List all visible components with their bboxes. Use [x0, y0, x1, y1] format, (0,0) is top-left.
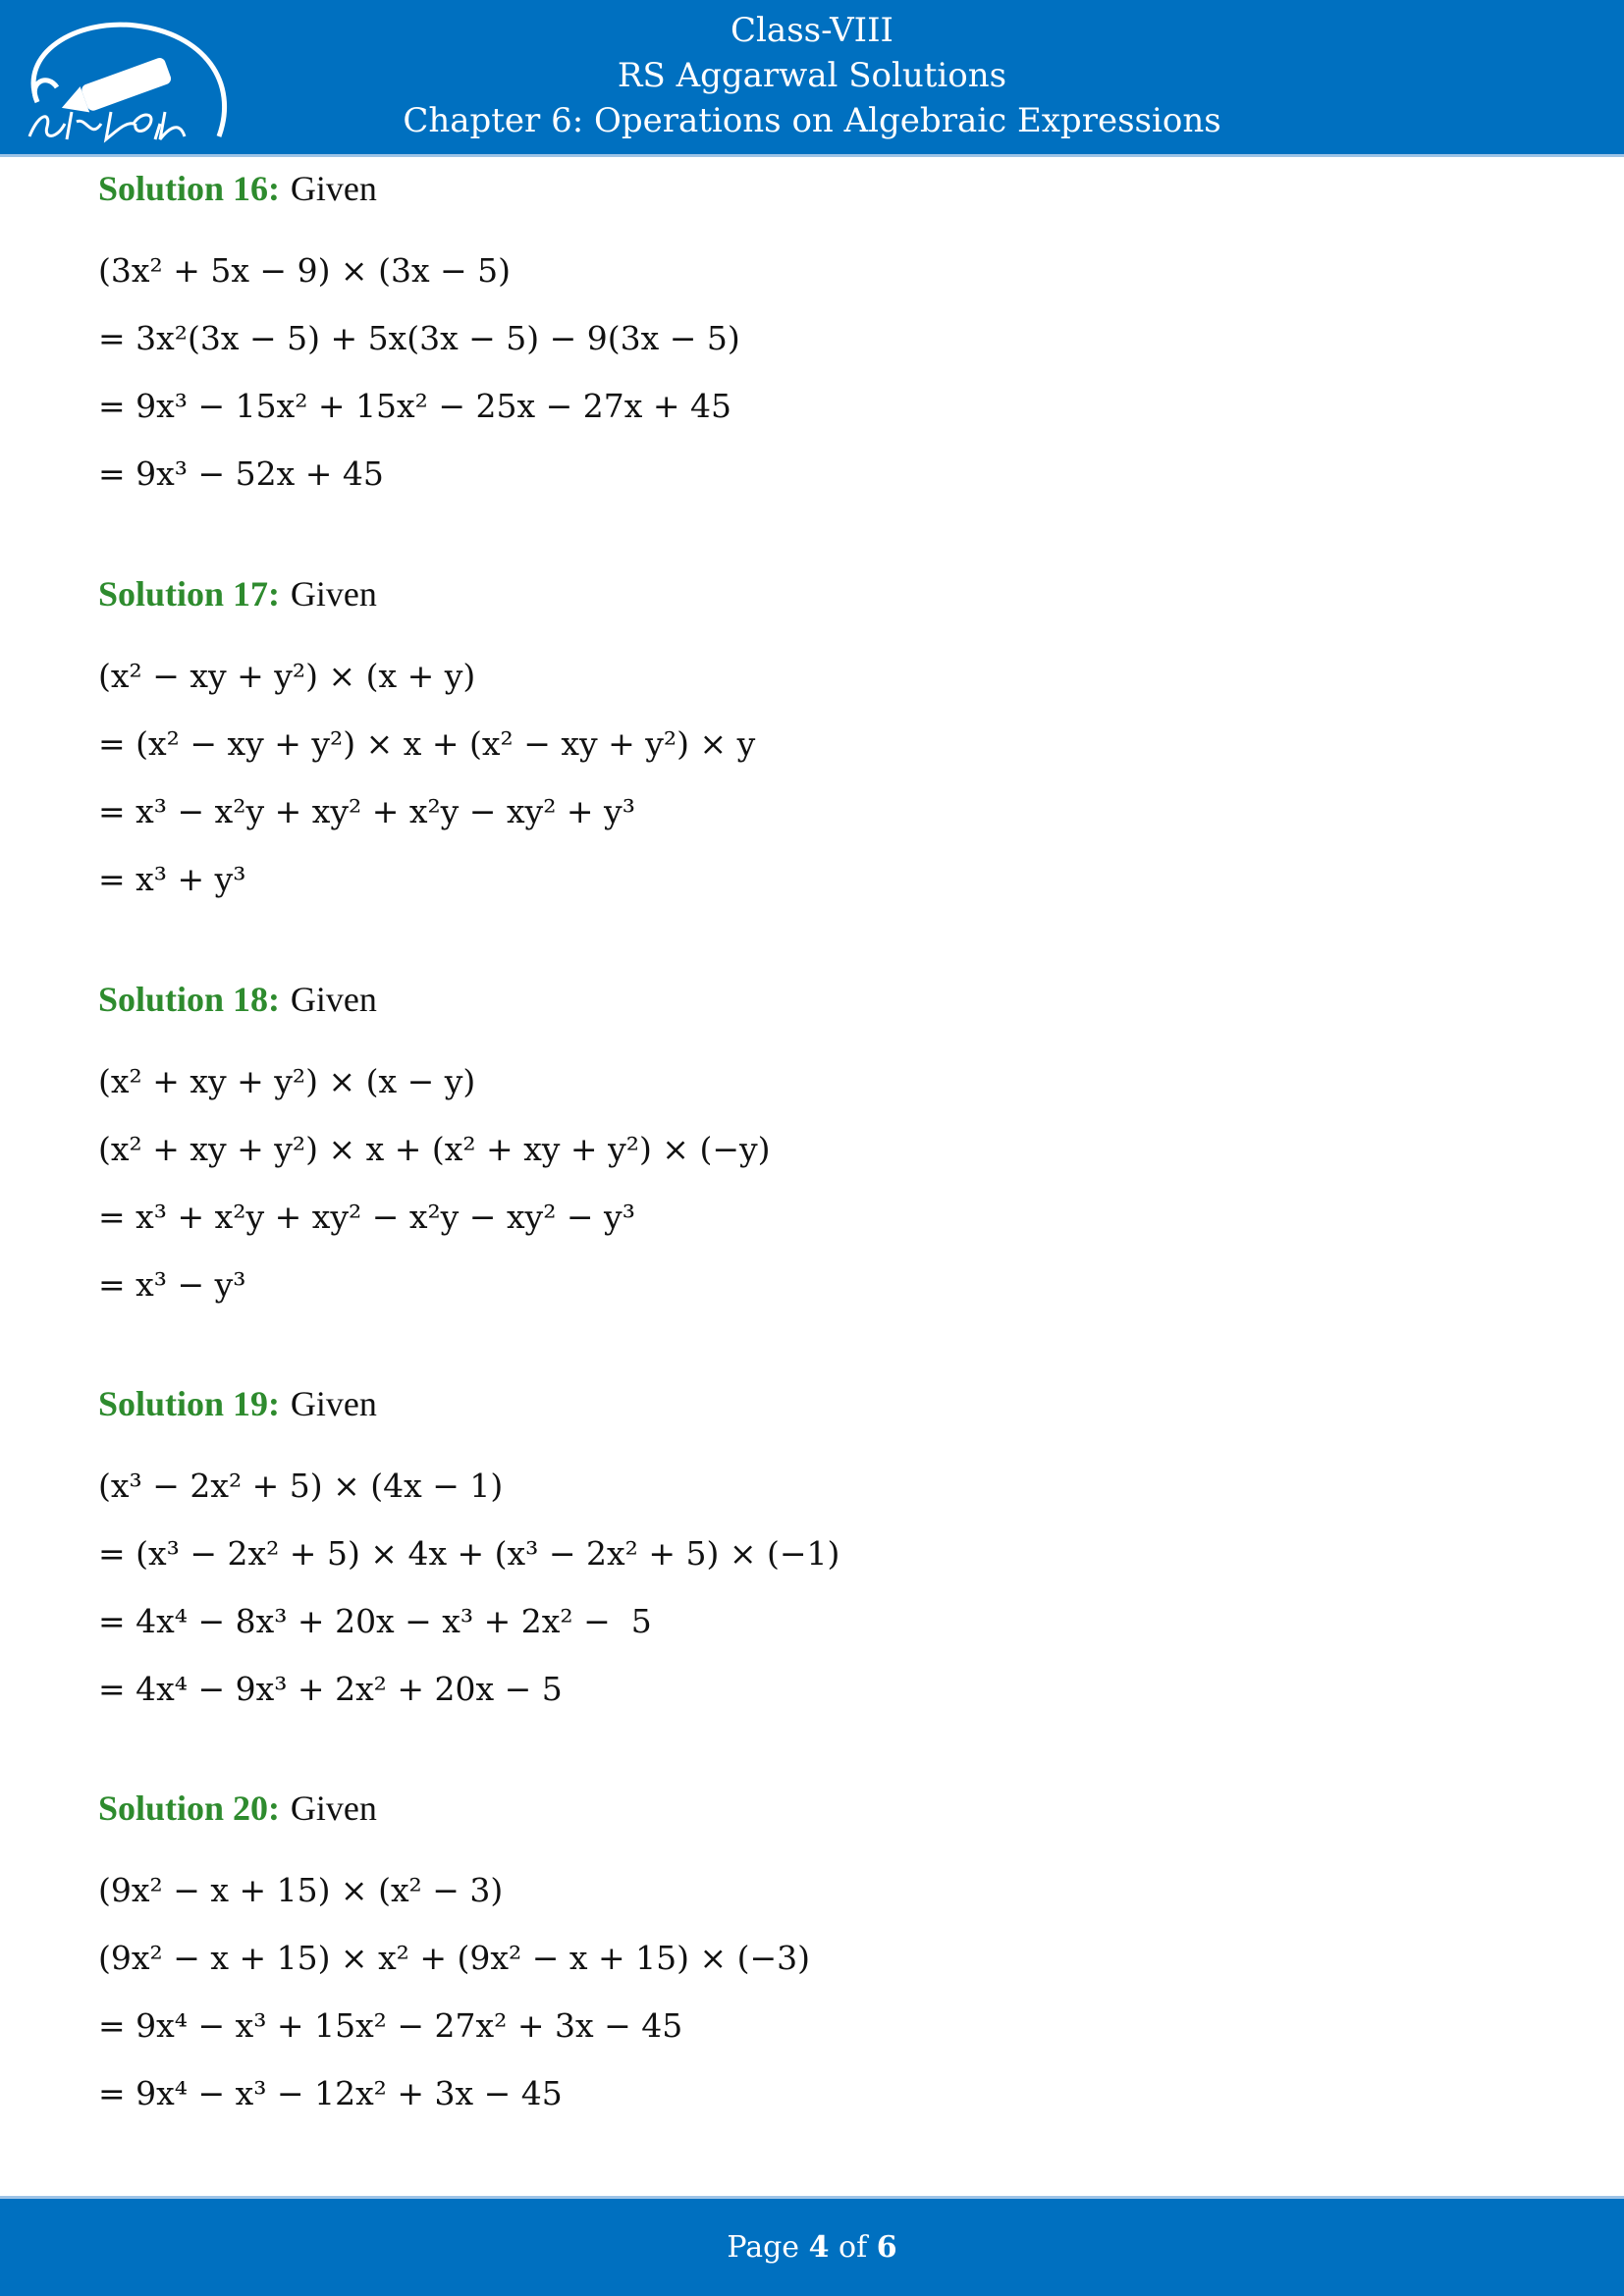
solution-given: Given [290, 980, 377, 1019]
solution-label: Solution 17: [98, 574, 281, 614]
math-line: = x³ + x²y + xy² − x²y − xy² − y³ [98, 1198, 635, 1236]
math-line: (9x² − x + 15) × x² + (9x² − x + 15) × (−3) [98, 1939, 811, 1977]
page-footer [0, 2196, 1624, 2296]
solution-given: Given [290, 574, 377, 614]
solution-heading [98, 1384, 839, 1452]
solution-heading [98, 1789, 810, 1856]
solution-block [98, 169, 740, 507]
solution-heading [98, 169, 740, 237]
solution-label: Solution 20: [98, 1789, 281, 1828]
page-number [0, 2230, 1624, 2265]
math-line: = 4x⁴ − 9x³ + 2x² + 20x − 5 [98, 1670, 563, 1708]
math-line: (x² − xy + y²) × (x + y) [98, 657, 476, 695]
page-word: Page [727, 2230, 800, 2265]
math-line: = x³ + y³ [98, 860, 246, 898]
math-line: = 9x⁴ − x³ − 12x² + 3x − 45 [98, 2074, 563, 2112]
current-page: 4 [808, 2230, 830, 2265]
math-line: (9x² − x + 15) × (x² − 3) [98, 1871, 504, 1909]
of-word: of [839, 2230, 868, 2265]
page-header [0, 0, 1624, 157]
solution-block [98, 574, 755, 913]
math-line: (3x² + 5x − 9) × (3x − 5) [98, 251, 512, 290]
solution-block [98, 980, 771, 1318]
solution-given: Given [290, 1384, 377, 1423]
solution-heading [98, 980, 771, 1047]
header-book: RS Aggarwal Solutions [617, 56, 1007, 95]
solution-block [98, 1789, 810, 2127]
math-line: (x² + xy + y²) × (x − y) [98, 1062, 476, 1100]
math-line: = 4x⁴ − 8x³ + 20x − x³ + 2x² − 5 [98, 1602, 652, 1640]
solution-heading [98, 574, 755, 642]
math-line: = 9x³ − 15x² + 15x² − 25x − 27x + 45 [98, 387, 731, 425]
solution-given: Given [290, 1789, 377, 1828]
solution-label: Solution 18: [98, 980, 281, 1019]
total-pages: 6 [876, 2230, 897, 2265]
solution-given: Given [290, 169, 377, 208]
math-line: = 9x⁴ − x³ + 15x² − 27x² + 3x − 45 [98, 2006, 683, 2045]
math-line: = x³ − y³ [98, 1265, 246, 1304]
math-line: = x³ − x²y + xy² + x²y − xy² + y³ [98, 792, 635, 830]
math-line: = 3x²(3x − 5) + 5x(3x − 5) − 9(3x − 5) [98, 319, 740, 357]
header-chapter: Chapter 6: Operations on Algebraic Expressions [403, 101, 1221, 140]
math-line: = 9x³ − 52x + 45 [98, 454, 384, 493]
math-line: (x³ − 2x² + 5) × (4x − 1) [98, 1467, 504, 1505]
math-line: (x² + xy + y²) × x + (x² + xy + y²) × (−y) [98, 1130, 771, 1168]
solution-block [98, 1384, 839, 1723]
math-line: = (x² − xy + y²) × x + (x² − xy + y²) × y [98, 724, 756, 763]
header-class: Class-VIII [731, 11, 893, 50]
math-line: = (x³ − 2x² + 5) × 4x + (x³ − 2x² + 5) × (−1) [98, 1534, 840, 1573]
solution-label: Solution 19: [98, 1384, 281, 1423]
solution-label: Solution 16: [98, 169, 281, 208]
